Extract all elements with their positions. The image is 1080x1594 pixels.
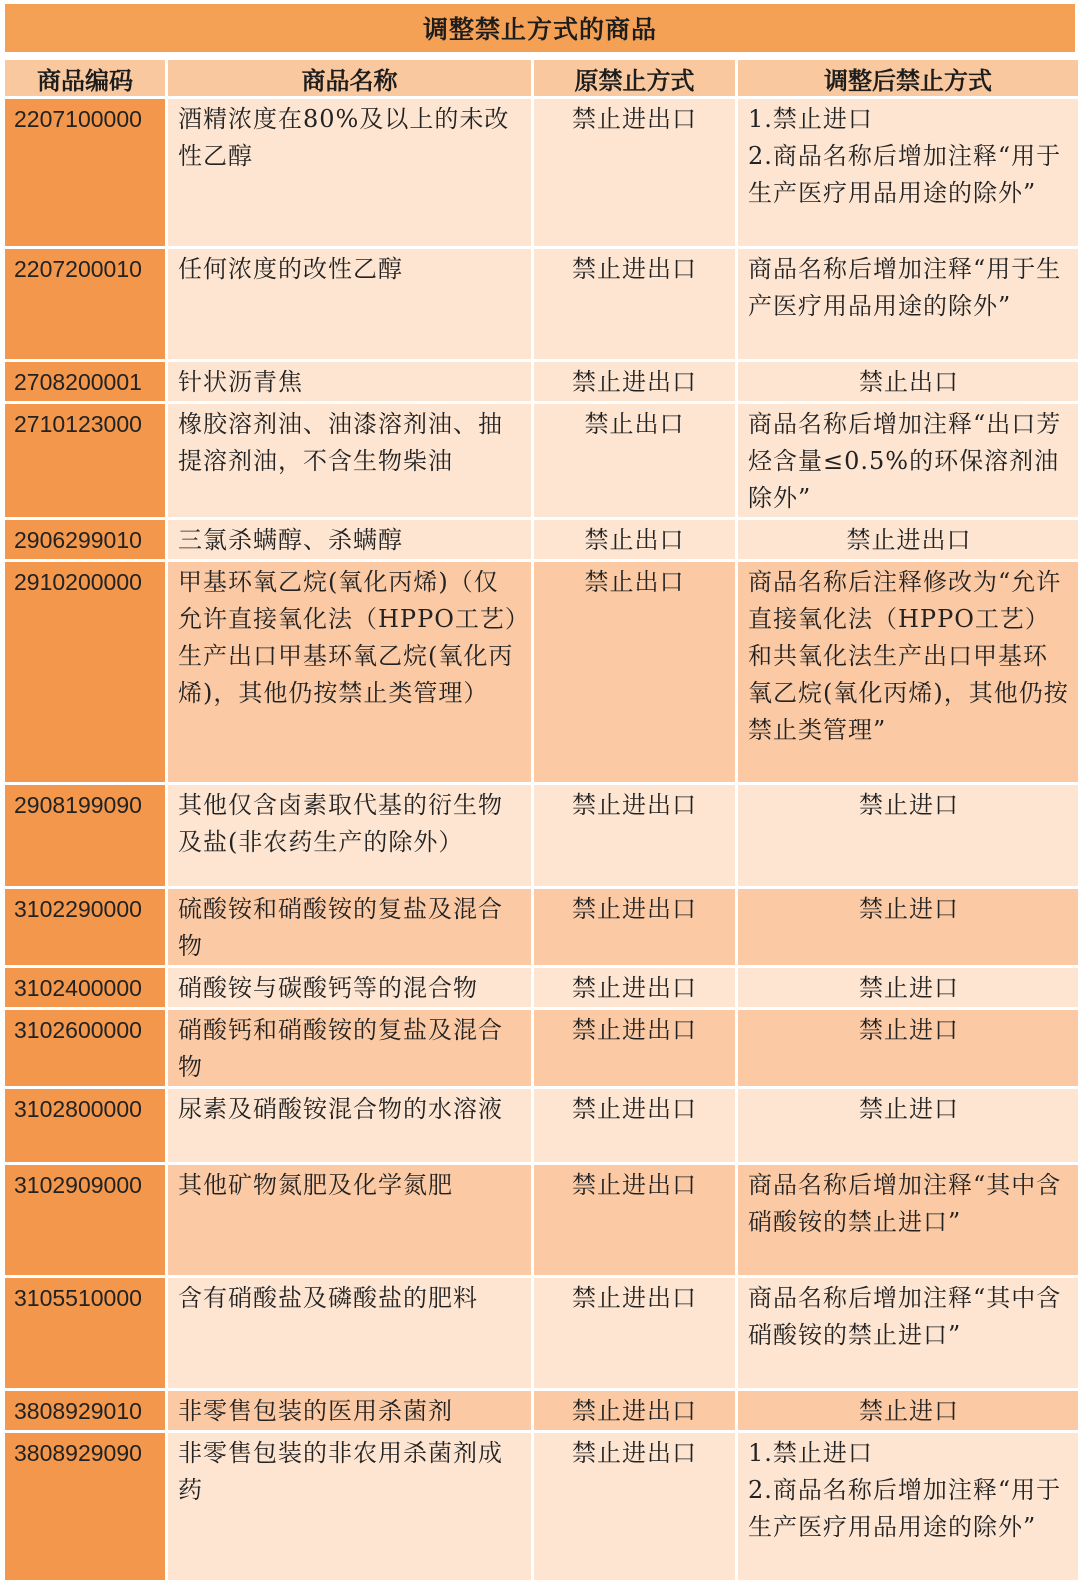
cell-original: 禁止出口 — [534, 562, 735, 782]
document — [5, 4, 1075, 1583]
table-row — [5, 362, 1078, 401]
table-row — [5, 1089, 1078, 1162]
cell-original: 禁止进出口 — [534, 785, 735, 886]
table-row — [5, 1433, 1078, 1580]
cell-adjusted: 禁止进口 — [738, 1391, 1078, 1430]
cell-adjusted: 禁止进口 — [738, 968, 1078, 1007]
cell-original: 禁止出口 — [534, 520, 735, 559]
table-row — [5, 785, 1078, 886]
header-original: 原禁止方式 — [534, 60, 735, 96]
table-title: 调整禁止方式的商品 — [5, 4, 1075, 52]
cell-original: 禁止进出口 — [534, 889, 735, 965]
cell-code: 2708200001 — [5, 362, 165, 401]
cell-adjusted: 1.禁止进口 2.商品名称后增加注释“用于生产医疗用品用途的除外” — [738, 99, 1078, 246]
cell-original: 禁止进出口 — [534, 1278, 735, 1388]
cell-adjusted: 1.禁止进口 2.商品名称后增加注释“用于生产医疗用品用途的除外” — [738, 1433, 1078, 1580]
header-row — [5, 60, 1078, 96]
cell-adjusted: 商品名称后增加注释“其中含硝酸铵的禁止进口” — [738, 1278, 1078, 1388]
cell-code: 3808929010 — [5, 1391, 165, 1430]
cell-name: 甲基环氧乙烷(氧化丙烯)（仅允许直接氧化法（HPPO工艺）生产出口甲基环氧乙烷(氧化丙烯)，其他仍按禁止类管理） — [168, 562, 531, 782]
table-row — [5, 1278, 1078, 1388]
cell-code: 3105510000 — [5, 1278, 165, 1388]
cell-name: 含有硝酸盐及磷酸盐的肥料 — [168, 1278, 531, 1388]
cell-original: 禁止进出口 — [534, 1391, 735, 1430]
cell-adjusted: 商品名称后增加注释“用于生产医疗用品用途的除外” — [738, 249, 1078, 359]
cell-adjusted: 禁止进出口 — [738, 520, 1078, 559]
header-adjusted: 调整后禁止方式 — [738, 60, 1078, 96]
cell-name: 三氯杀螨醇、杀螨醇 — [168, 520, 531, 559]
cell-code: 2207100000 — [5, 99, 165, 246]
cell-original: 禁止出口 — [534, 404, 735, 517]
table-row — [5, 889, 1078, 965]
cell-adjusted: 商品名称后注释修改为“允许直接氧化法（HPPO工艺）和共氧化法生产出口甲基环氧乙烷(氧化丙烯)，其他仍按禁止类管理” — [738, 562, 1078, 782]
cell-adjusted: 商品名称后增加注释“其中含硝酸铵的禁止进口” — [738, 1165, 1078, 1275]
cell-name: 其他矿物氮肥及化学氮肥 — [168, 1165, 531, 1275]
cell-code: 2910200000 — [5, 562, 165, 782]
cell-name: 硝酸铵与碳酸钙等的混合物 — [168, 968, 531, 1007]
cell-original: 禁止进出口 — [534, 1165, 735, 1275]
cell-name: 非零售包装的非农用杀菌剂成药 — [168, 1433, 531, 1580]
cell-original: 禁止进出口 — [534, 99, 735, 246]
cell-original: 禁止进出口 — [534, 1010, 735, 1086]
header-name: 商品名称 — [168, 60, 531, 96]
cell-code: 3808929090 — [5, 1433, 165, 1580]
cell-code: 3102290000 — [5, 889, 165, 965]
table-row — [5, 562, 1078, 782]
cell-original: 禁止进出口 — [534, 968, 735, 1007]
cell-adjusted: 禁止进口 — [738, 889, 1078, 965]
cell-code: 3102800000 — [5, 1089, 165, 1162]
cell-name: 尿素及硝酸铵混合物的水溶液 — [168, 1089, 531, 1162]
cell-code: 2906299010 — [5, 520, 165, 559]
cell-name: 非零售包装的医用杀菌剂 — [168, 1391, 531, 1430]
table-row — [5, 249, 1078, 359]
table-row — [5, 520, 1078, 559]
table-row — [5, 1165, 1078, 1275]
cell-adjusted: 禁止进口 — [738, 785, 1078, 886]
cell-code: 3102600000 — [5, 1010, 165, 1086]
cell-adjusted: 商品名称后增加注释“出口芳烃含量≤0.5%的环保溶剂油除外” — [738, 404, 1078, 517]
cell-code: 2710123000 — [5, 404, 165, 517]
cell-name: 酒精浓度在80%及以上的未改性乙醇 — [168, 99, 531, 246]
cell-adjusted: 禁止进口 — [738, 1089, 1078, 1162]
table-row — [5, 404, 1078, 517]
cell-adjusted: 禁止出口 — [738, 362, 1078, 401]
cell-name: 硫酸铵和硝酸铵的复盐及混合物 — [168, 889, 531, 965]
table-row — [5, 968, 1078, 1007]
cell-original: 禁止进出口 — [534, 362, 735, 401]
table-row — [5, 99, 1078, 246]
cell-code: 3102400000 — [5, 968, 165, 1007]
cell-original: 禁止进出口 — [534, 1433, 735, 1580]
cell-code: 3102909000 — [5, 1165, 165, 1275]
cell-adjusted: 禁止进口 — [738, 1010, 1078, 1086]
cell-name: 橡胶溶剂油、油漆溶剂油、抽提溶剂油，不含生物柴油 — [168, 404, 531, 517]
cell-name: 针状沥青焦 — [168, 362, 531, 401]
cell-code: 2207200010 — [5, 249, 165, 359]
goods-table — [2, 57, 1080, 1583]
cell-original: 禁止进出口 — [534, 249, 735, 359]
cell-name: 硝酸钙和硝酸铵的复盐及混合物 — [168, 1010, 531, 1086]
header-code: 商品编码 — [5, 60, 165, 96]
table-row — [5, 1391, 1078, 1430]
cell-original: 禁止进出口 — [534, 1089, 735, 1162]
cell-name: 任何浓度的改性乙醇 — [168, 249, 531, 359]
table-body — [5, 99, 1078, 1580]
table-row — [5, 1010, 1078, 1086]
cell-code: 2908199090 — [5, 785, 165, 886]
cell-name: 其他仅含卤素取代基的衍生物及盐(非农药生产的除外） — [168, 785, 531, 886]
